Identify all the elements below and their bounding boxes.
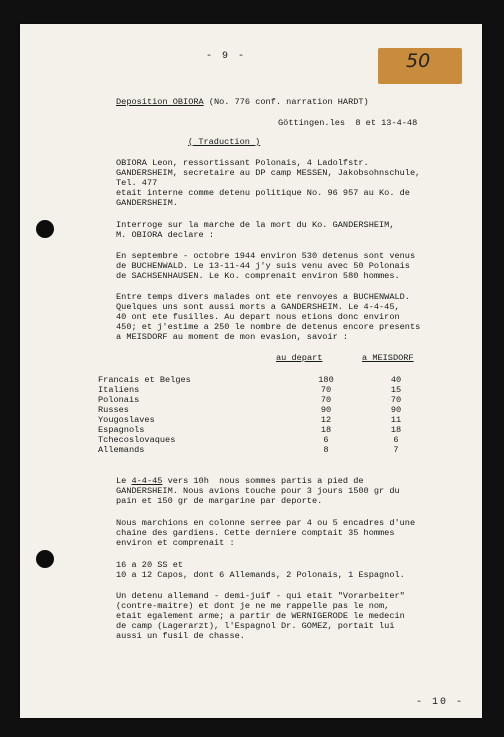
- stamp-number: 50: [406, 50, 431, 72]
- paragraph-line: [116, 476, 364, 486]
- paragraph-line: Un detenu allemand - demi-juif - qui etait "Vorarbeiter": [116, 591, 405, 601]
- table-row: [98, 385, 402, 395]
- paragraph-line: Interroge sur la marche de la mort du Ko. GANDERSHEIM,: [116, 220, 395, 230]
- table-row: [98, 425, 402, 435]
- intro-line: GANDERSHEIM, secretaire au DP camp MESSEN, Jakobsohnschule,: [116, 168, 421, 178]
- row-depart: 6: [323, 435, 329, 445]
- table-row: [98, 375, 402, 385]
- paragraph-line: pain et 150 gr de margarine par deporte.: [116, 496, 323, 506]
- row-meisdorf: 7: [393, 445, 399, 455]
- table-row: [98, 445, 399, 455]
- table-header-depart: au depart: [276, 353, 323, 363]
- paragraph-line: chaine des gardiens. Cette derniere comptait 35 hommes: [116, 528, 395, 538]
- row-meisdorf: 6: [393, 435, 399, 445]
- translation-label: ( Traduction ): [188, 137, 261, 147]
- paragraph-line: 10 a 12 Capos, dont 6 Allemands, 2 Polonais, 1 Espagnol.: [116, 570, 405, 580]
- paragraph-line: 16 a 20 SS et: [116, 560, 184, 570]
- paragraph-line: (contre-maitre) et dont je ne me rappelle pas le nom,: [116, 601, 390, 611]
- paragraph-line: Quelques uns sont aussi morts a GANDERSHEIM. Le 4-4-45,: [116, 302, 400, 312]
- intro-line: etait interne comme detenu politique No. 96 957 au Ko. de: [116, 188, 410, 198]
- row-depart: 180: [318, 375, 334, 385]
- row-label: Russes: [98, 405, 129, 415]
- row-depart: 90: [320, 405, 332, 415]
- row-depart: 70: [320, 385, 332, 395]
- paragraph-line: Entre temps divers malades ont ete renvoyes a BUCHENWALD.: [116, 292, 410, 302]
- row-label: Tchecoslovaques: [98, 435, 176, 445]
- intro-line: OBIORA Leon, ressortissant Polonais, 4 Ladolfstr.: [116, 158, 369, 168]
- row-depart: 8: [323, 445, 329, 455]
- row-depart: 70: [320, 395, 332, 405]
- row-meisdorf: 18: [390, 425, 402, 435]
- p4-lead: Le: [116, 476, 132, 486]
- paragraph-line: a MEISDORF au moment de mon evasion, savoir :: [116, 332, 349, 342]
- document-page: [20, 24, 482, 718]
- row-label: Allemands: [98, 445, 145, 455]
- paragraph-line: de BUCHENWALD. Le 13-11-44 j'y suis venu avec 50 Polonais: [116, 261, 410, 271]
- paragraph-line: de SACHSENHAUSEN. Le Ko. comprenait environ 580 hommes.: [116, 271, 400, 281]
- row-depart: 12: [320, 415, 332, 425]
- table-header-meisdorf: a MEISDORF: [362, 353, 414, 363]
- table-row: [98, 435, 399, 445]
- row-label: Italiens: [98, 385, 140, 395]
- paragraph-line: Nous marchions en colonne serree par 4 ou 5 encadres d'une: [116, 518, 416, 528]
- table-row: [98, 415, 402, 425]
- next-page-marker: - 10 -: [416, 697, 465, 708]
- row-meisdorf: 70: [390, 395, 402, 405]
- paragraph-line: aussi un fusil de chasse.: [116, 631, 245, 641]
- paragraph-line: etait egalement arme; a partir de WERNIGERODE le medecin: [116, 611, 405, 621]
- row-depart: 18: [320, 425, 332, 435]
- paragraph-line: 40 ont ete fusilles. Au depart nous etions donc environ: [116, 312, 400, 322]
- table-row: [98, 395, 402, 405]
- row-meisdorf: 11: [390, 415, 402, 425]
- intro-line: GANDERSHEIM.: [116, 198, 178, 208]
- deposition-title-rest: (No. 776 conf. narration HARDT): [203, 97, 369, 107]
- document-text: [20, 24, 482, 718]
- row-label: Yougoslaves: [98, 415, 155, 425]
- row-label: Polonais: [98, 395, 140, 405]
- row-meisdorf: 15: [390, 385, 402, 395]
- paragraph-line: environ et comprenait :: [116, 538, 235, 548]
- row-label: Francais et Belges: [98, 375, 191, 385]
- row-meisdorf: 90: [390, 405, 402, 415]
- p4-date: 4-4-45: [131, 476, 163, 486]
- row-label: Espagnols: [98, 425, 145, 435]
- deposition-title: [116, 97, 369, 107]
- paragraph-line: En septembre - octobre 1944 environ 530 detenus sont venus: [116, 251, 416, 261]
- paragraph-line: 450; et j'estime a 250 le nombre de detenus encore presents: [116, 322, 421, 332]
- row-meisdorf: 40: [390, 375, 402, 385]
- paragraph-line: M. OBIORA declare :: [116, 230, 214, 240]
- page-number: - 9 -: [206, 51, 247, 62]
- paragraph-line: de camp (Lagerarzt), l'Espagnol Dr. GOMEZ, portait lui: [116, 621, 395, 631]
- place-date: Göttingen.les 8 et 13-4-48: [278, 118, 418, 128]
- deposition-title-name: Deposition OBIORA: [116, 97, 204, 107]
- paragraph-line: GANDERSHEIM. Nous avions touche pour 3 jours 1500 gr du: [116, 486, 400, 496]
- intro-line: Tel. 477: [116, 178, 158, 188]
- p4-rest: vers 10h nous sommes partis a pied de: [162, 476, 364, 486]
- table-row: [98, 405, 402, 415]
